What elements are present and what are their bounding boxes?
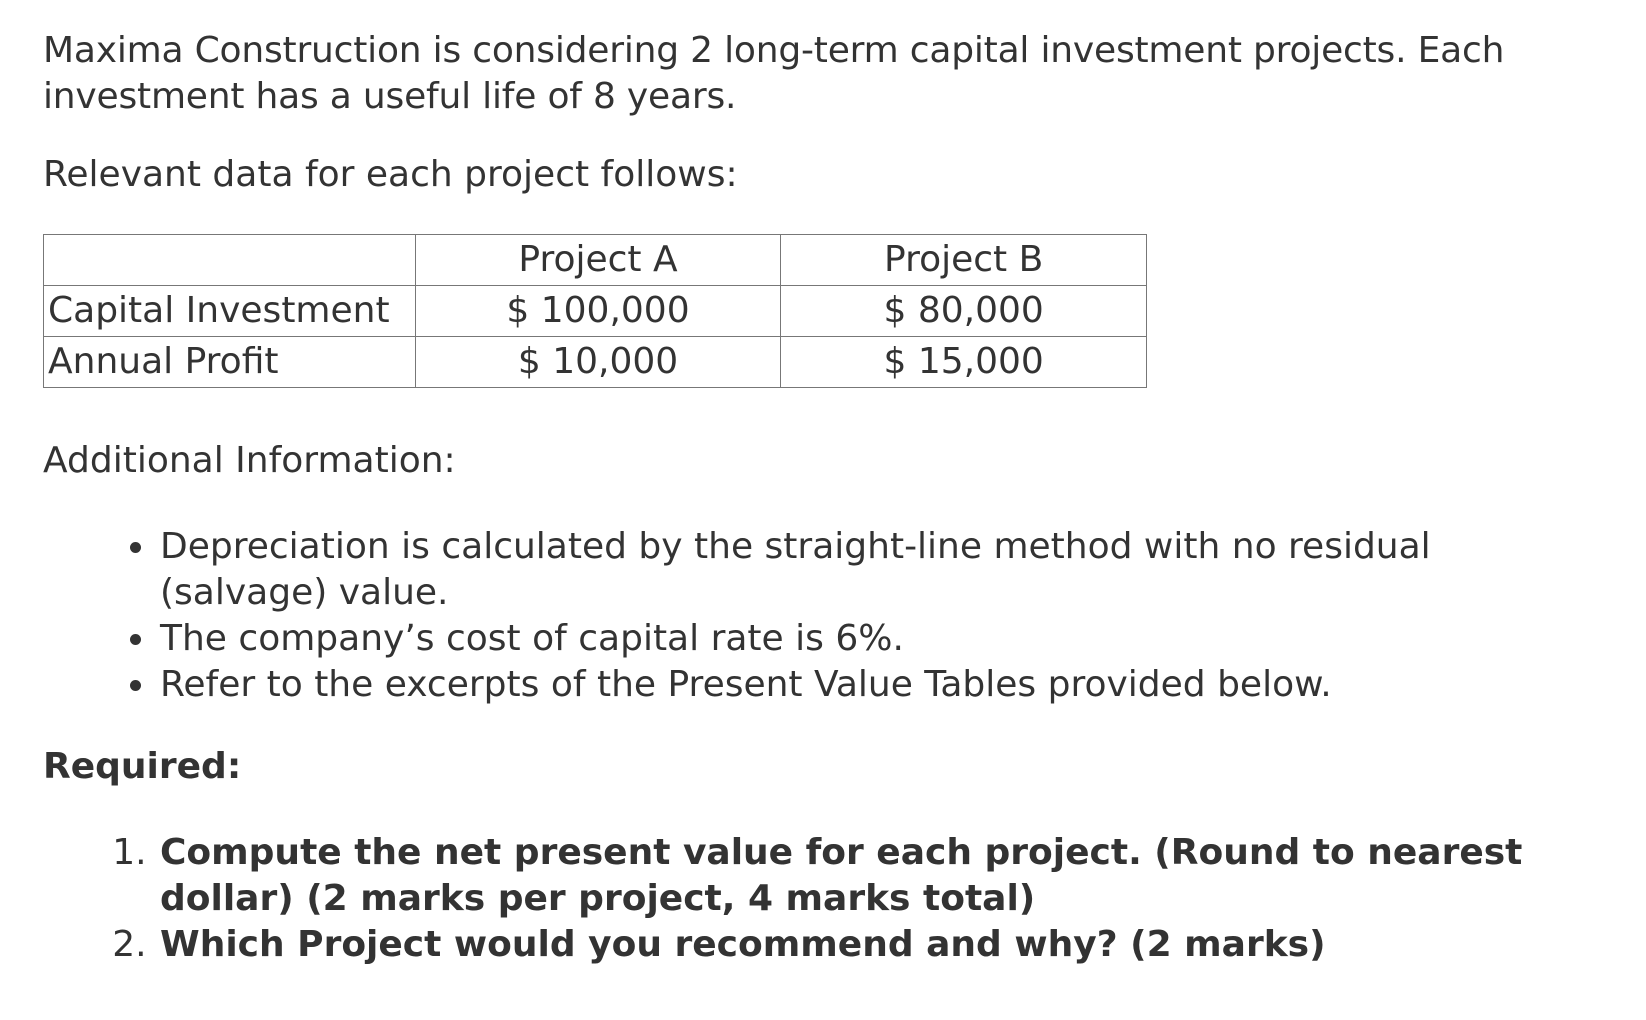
additional-info-list [43, 524, 1603, 708]
lead-paragraph: Relevant data for each project follows: [43, 154, 738, 195]
table-row-label: Capital Investment [44, 286, 416, 337]
list-item: • The company’s cost of capital rate is 6%. [158, 616, 1603, 662]
table-cell: $ 15,000 [781, 337, 1147, 388]
table-row [44, 337, 1147, 388]
required-heading: Required: [43, 746, 242, 787]
table-cell: $ 100,000 [415, 286, 781, 337]
task-item: 1. Compute the net present value for each project. (Round to nearest dollar) (2 marks per project, 4 marks total) [158, 830, 1603, 922]
table-header-cell [44, 235, 416, 286]
table-header-row [44, 235, 1147, 286]
additional-info-heading: Additional Information: [43, 440, 456, 481]
list-item: • Refer to the excerpts of the Present Value Tables provided below. [158, 662, 1603, 708]
table-header-cell: Project A [415, 235, 781, 286]
document-page [43, 28, 1603, 968]
task-item: 2. Which Project would you recommend and why? (2 marks) [158, 922, 1603, 968]
table-row [44, 286, 1147, 337]
table-header-cell: Project B [781, 235, 1147, 286]
table-cell: $ 10,000 [415, 337, 781, 388]
required-task-list [43, 830, 1603, 968]
intro-paragraph: Maxima Construction is considering 2 long-term capital investment projects. Each investment has a useful life of 8 years. [43, 30, 1505, 117]
table-row-label: Annual Profit [44, 337, 416, 388]
table-cell: $ 80,000 [781, 286, 1147, 337]
project-data-table [43, 234, 1147, 388]
list-item: • Depreciation is calculated by the straight-line method with no residual (salvage) value. [158, 524, 1603, 616]
